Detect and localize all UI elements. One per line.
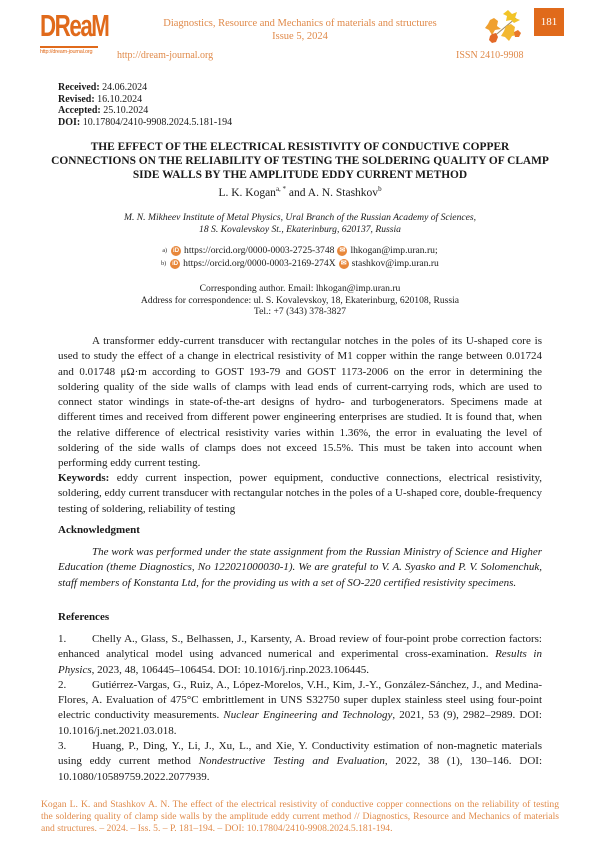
contact-row: b) iD https://orcid.org/0000-0003-2169-274X ✉ stashkov@imp.uran.ru: [161, 257, 439, 269]
author-superscript: b: [378, 185, 382, 193]
keywords-label: Keywords:: [58, 472, 110, 484]
article-dates: [58, 82, 232, 128]
article-title: THE EFFECT OF THE ELECTRICAL RESISTIVITY OF CONDUCTIVE COPPER CONNECTIONS ON THE RELIABILITY OF TESTING THE SOLDERING QUALITY OF CLAMP SIDE WALLS BY THE AMPLITUDE EDDY CURRENT METHOD: [51, 141, 549, 181]
reference-item: 2. Gutiérrez-Vargas, G., Ruiz, A., López-Morelos, V.H., Kim, J.-Y., González-Sánchez, J., and Medina-Flores, A. Evaluation of 475°C embrittlement in UNS S32750 super duplex stainless steel using four-point electric conductivity measurements. Nuclear Engineering and Technology, 2021, 53 (9), 2982–2989. DOI: 10.1016/j.net.2021.03.018.: [58, 678, 542, 737]
keywords: [58, 471, 542, 517]
orcid-icon: iD: [172, 260, 179, 267]
logo-wordmark: DReaM: [40, 8, 109, 43]
logo-divider: [40, 46, 98, 48]
keywords-list: eddy current inspection, power equipment, conductive connections, electrical resistivity, soldering, eddy current transducer with rectangular notches in the poles of a U-shaped core, double-frequency testing of soldering, reliability of testing: [58, 472, 542, 515]
citation-footer: Kogan L. K. and Stashkov A. N. The effect of the electrical resistivity of conductive copper connections on the reliability of testing the soldering quality of clamp side walls by the amplitude eddy current method // Diagnostics, Resource and Mechanics of materials and structures. – 2024. – Iss. 5. – P. 181–194. – DOI: 10.17804/2410-9908.2024.5.181-194.: [41, 799, 559, 834]
author-name: L. K. Kogan: [218, 186, 276, 199]
orcid-icon: iD: [173, 248, 180, 255]
received-date: 24.06.2024: [102, 82, 148, 93]
journal-name: Diagnostics, Resource and Mechanics of materials and structures: [163, 18, 437, 29]
email-icon: ✉: [337, 246, 347, 256]
accepted-row: Accepted: 25.10.2024: [58, 105, 149, 116]
correspondence-address: Address for correspondence: ul. S. Kovalevskoy, 18, Ekaterinburg, 620108, Russia: [140, 294, 460, 306]
reference-journal: Results in Physics: [58, 648, 542, 676]
acknowledgment-text: The work was performed under the state assignment from the Russian Ministry of Science and Higher Education (theme Diagnostics, No 122021000030-1). We are grateful to V. A. Syasko and P. V. Solomenchuk, staff members of Konstanta Ltd, for the providing us with a set of SO-220 certified resistivity specimens.: [58, 546, 542, 589]
orcid-link[interactable]: https://orcid.org/0000-0003-2169-274X: [183, 257, 336, 269]
accepted-date: 25.10.2024: [103, 105, 149, 116]
issn: ISSN 2410-9908: [456, 50, 524, 61]
author-contacts: [0, 245, 600, 270]
doi-row: DOI: 10.17804/2410-9908.2024.5.181-194: [58, 116, 233, 128]
received-row: Received: 24.06.2024: [58, 82, 148, 93]
journal-issue: Issue 5, 2024: [272, 31, 328, 42]
reference-list: [58, 632, 542, 785]
email-link[interactable]: stashkov@imp.uran.ru: [351, 257, 439, 269]
email-link[interactable]: lhkogan@imp.uran.ru;: [350, 245, 438, 256]
logo-url: http://dream-journal.org: [40, 49, 93, 55]
telephone: Tel.: +7 (343) 378-3827: [253, 306, 347, 317]
leaf-shape: [485, 10, 521, 43]
acknowledgment-heading: Acknowledgment: [58, 524, 140, 536]
orcid-link[interactable]: https://orcid.org/0000-0003-2725-3748: [184, 245, 335, 256]
journal-url-link[interactable]: http://dream-journal.org: [117, 50, 214, 61]
revised-date: 16.10.2024: [97, 93, 143, 105]
affiliation: M. N. Mikheev Institute of Metal Physics, Ural Branch of the Russian Academy of Sciences, 18 S. Kovalevskoy St., Ekaterinburg, 620137, Russia: [123, 212, 477, 235]
author-superscript: a, *: [275, 185, 287, 193]
email-icon: ✉: [339, 259, 349, 269]
revised-row: Revised: 16.10.2024: [58, 93, 143, 105]
author-name: A. N. Stashkov: [307, 186, 379, 199]
doi-value[interactable]: 10.17804/2410-9908.2024.5.181-194: [82, 116, 233, 128]
reference-journal: Nondestructive Testing and Evaluation: [198, 755, 385, 768]
references-heading: References: [58, 611, 110, 623]
reference-journal: Nuclear Engineering and Technology: [223, 709, 393, 722]
contact-row: a) iD https://orcid.org/0000-0003-2725-3748 ✉ lhkogan@imp.uran.ru;: [162, 245, 438, 256]
abstract: A transformer eddy-current transducer with rectangular notches in the poles of its U-shaped core is used to study the effect of a change in electrical resistivity of M1 copper within the range between 0.01724 and 0.01748 μΩ·m according to GOST 193-79 and GOST 1173-2006 on the error in determining the soldering quality of the side walls of clamps with lead ends of current-carrying rods, which are used to connect stator windings in state-of-the-art designs of hydro- and turbogenerators. Specimens made at different times and received from different power engineering enterprises are studied. It is found that, when the relative difference of electrical resistivity varies within 1.36%, the error in evaluating the level of soldering of the side walls of clamps does not exceed 15.5%. This must be taken into account when performing eddy current testing.: [58, 335, 542, 470]
reference-item: 1. Chelly A., Glass, S., Belhassen, J., Karsenty, A. Broad review of four-point probe correction factors: enhanced analytical model using advanced numerical and experimental cross-examination. Results in Physics, 2023, 48, 106445–106454. DOI: 10.1016/j.rinp.2023.106445.: [58, 633, 542, 676]
corresponding-author: Corresponding author. Email: lhkogan@imp.uran.ru: [199, 283, 401, 294]
maple-leaves-icon: [484, 8, 524, 46]
author-list: L. K. Kogan$^{a, *}$ and A. N. Stashkov$^b$: [218, 185, 382, 199]
page-number-badge: 181: [534, 8, 564, 36]
correspondence-block: [0, 283, 600, 318]
reference-item: 3. Huang, P., Ding, Y., Li, J., Xu, L., and Xie, Y. Conductivity estimation of non-magnetic materials using eddy current method Nondestructive Testing and Evaluation, 2022, 38 (1), 130–146. DOI: 10.1080/10589759.2022.2077939.: [58, 740, 542, 783]
